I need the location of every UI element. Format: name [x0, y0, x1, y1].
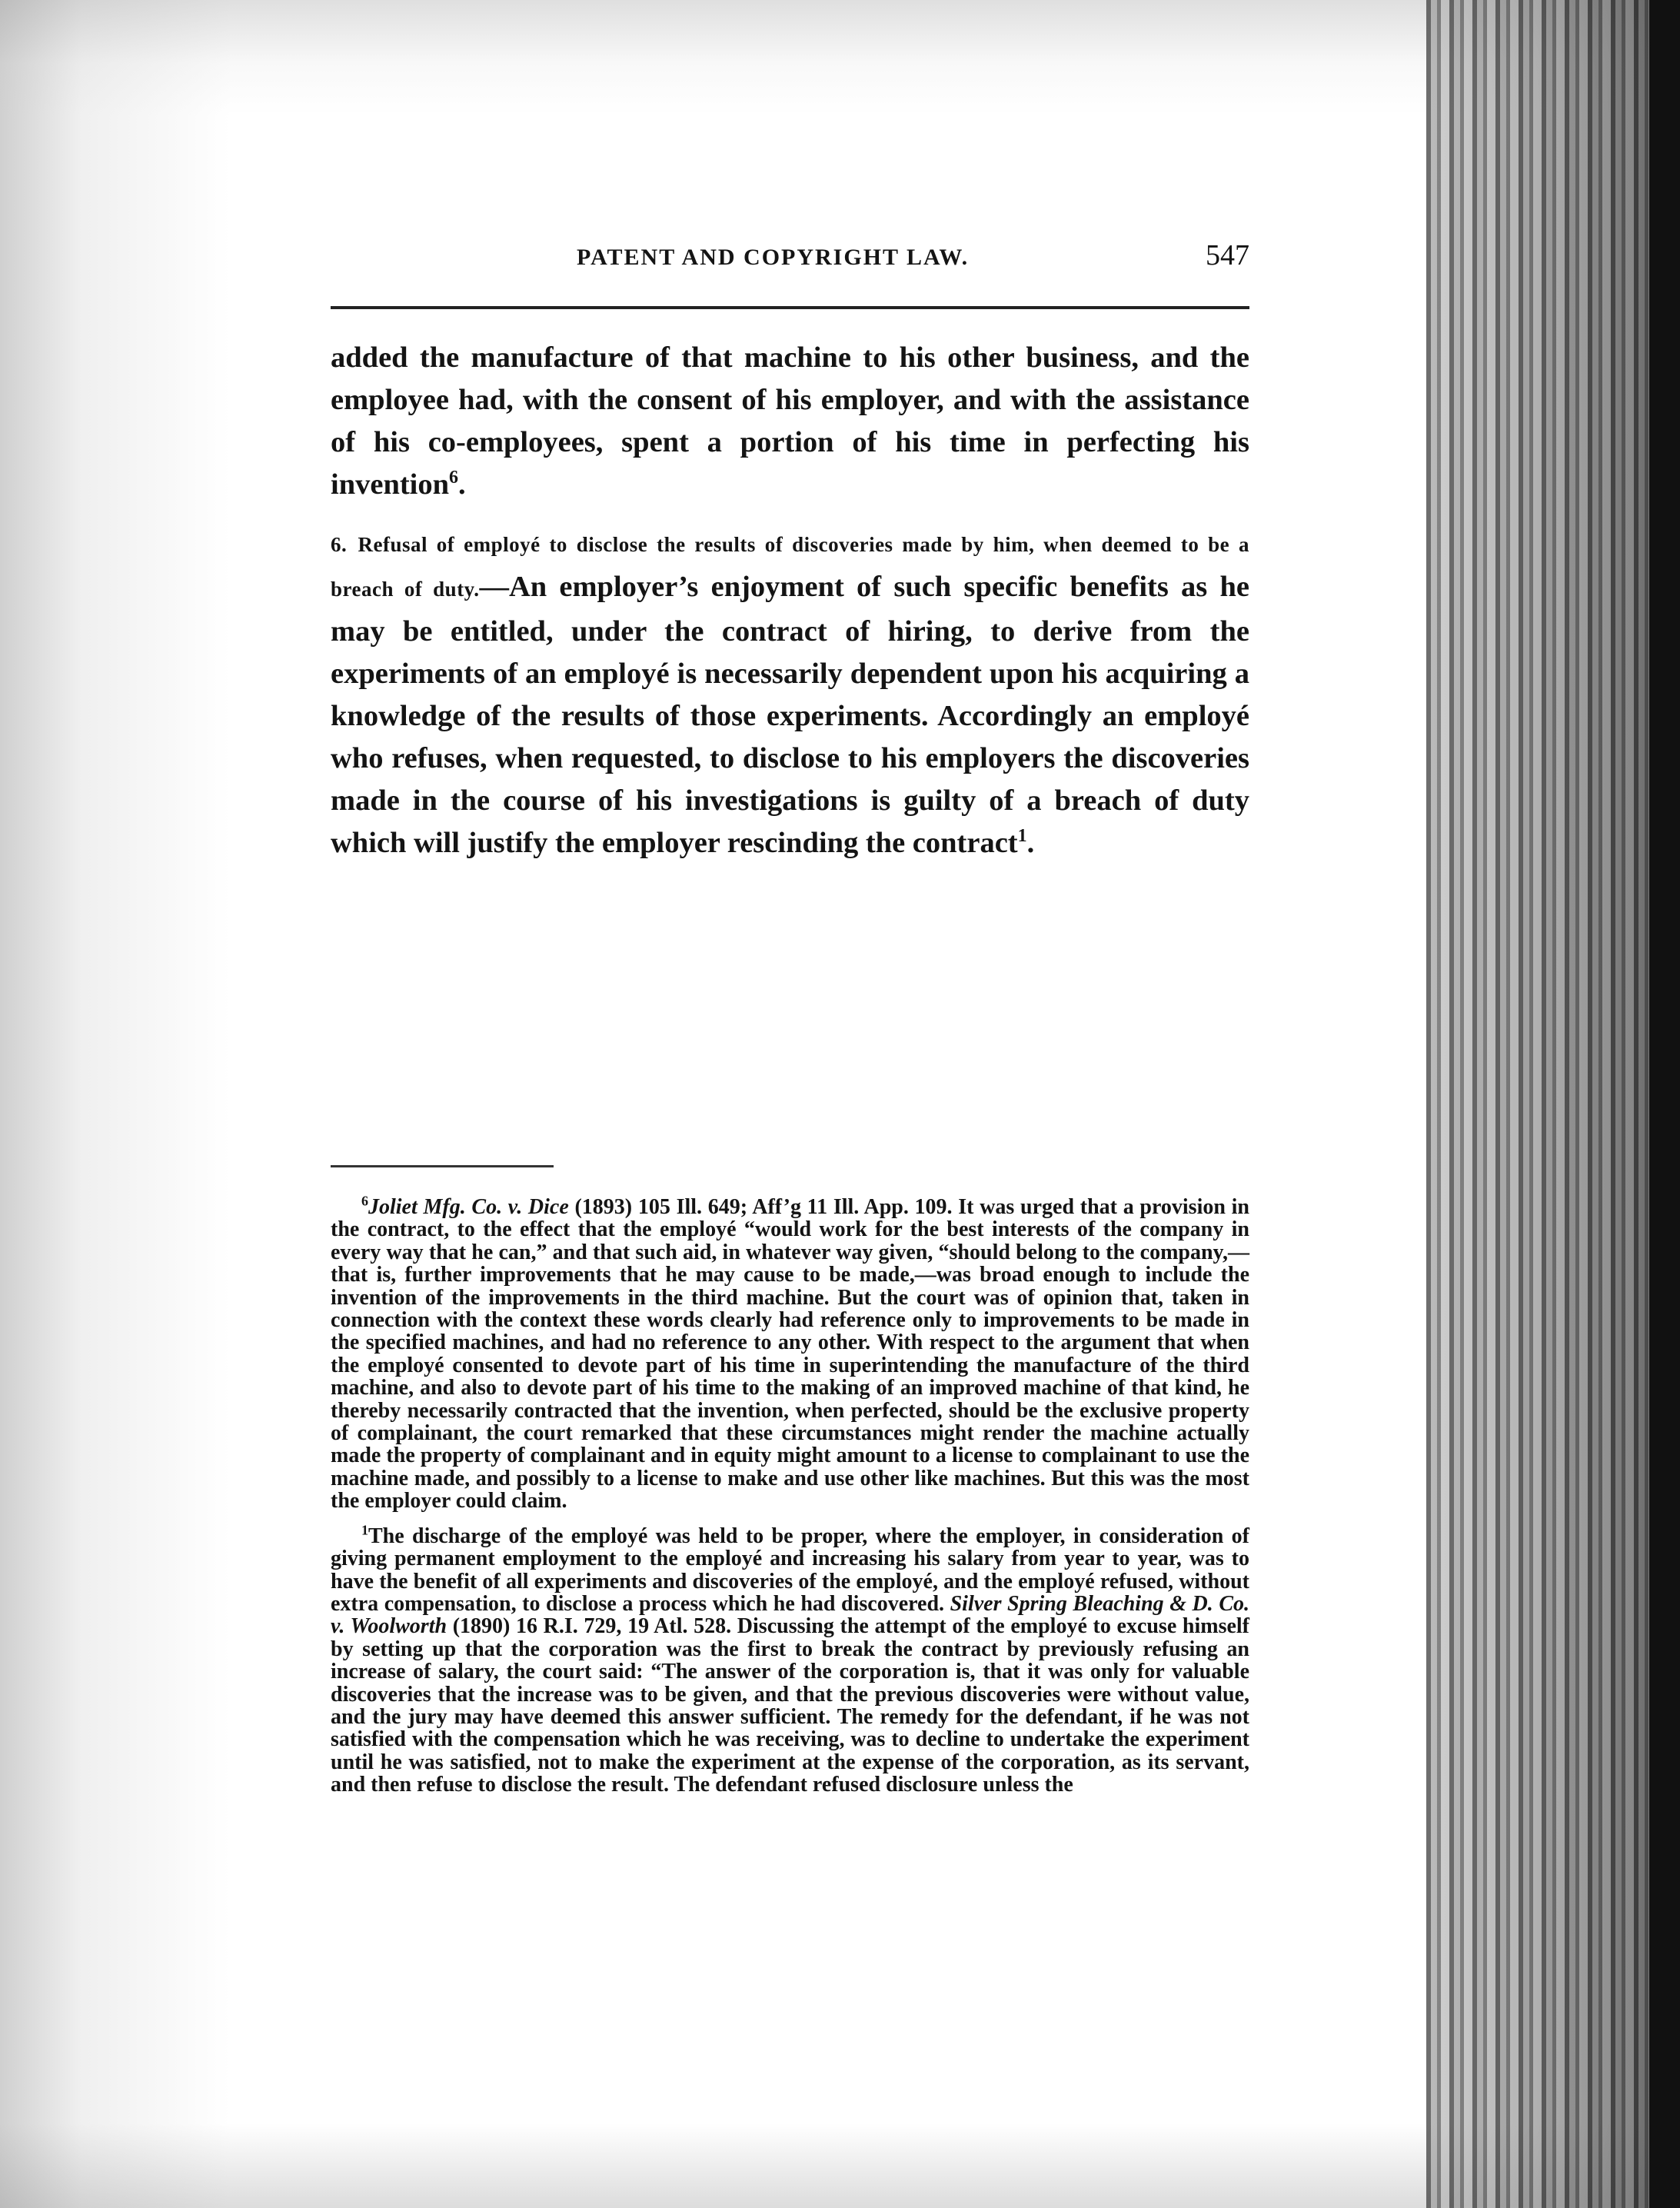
footnote-text: (1893) 105 Ill. 649; Aff’g 11 Ill. App. 109. It was urged that a provision in the contract, to the effect that the employé “would work for the best interests of the company in every way that he can,” and that such aid, in whatever way given, “should belong to the company,—that is, further improvements that he may cause to be made,—was broad enough to include the invention of the improvements in the third machine. But the court was of opinion that, taken in connection with the context these words clearly had reference only to improvements to be made in the specified machines, and had no reference to any other. With respect to the argument that when the employé consented to devote part of his time in superintending the manufacture of the third machine, and also to devote part of his time to the making of an improved machine of that kind, he thereby necessarily contracted that the invention, when perfected, should be the exclusive property of complainant, the court remarked that these circumstances might render the machine actually made the property of complainant and in equity might amount to a license to complainant to use the machine made, and possibly to a license to make and use other like machines. But this was the most the employer could claim.: [331, 1195, 1249, 1514]
footnote-mark: 1: [361, 1522, 368, 1538]
scan-shadow-left: [0, 0, 231, 2208]
book-page: [331, 238, 1250, 1797]
running-head: [331, 238, 1249, 285]
footnote-ref-1: 1: [1017, 826, 1027, 847]
footnote-separator: [331, 1165, 554, 1167]
section-paragraph: 6. Refusal of employé to disclose the results of discoveries made by him, when deemed to be a breach of duty.—An employer’s enjoyment of such specific benefits as he may be entitled, under the contract of hiring, to derive from the experiments of an employé is necessarily dependent upon his acquiring a knowledge of the results of those experiments. Accordingly an employé who refuses, when requested, to disclose to his employers the discoveries made in the course of his investigations is guilty of a breach of duty which will justify the employer rescinding the contract$^1$.: [331, 533, 1249, 859]
paragraph-text: added the manufacture of that machine to his other business, and the employee had, with the consent of his employer, and with the assistance of his co-employees, spent a portion of his time in perfecting his invention: [331, 341, 1249, 501]
section-number: 6.: [331, 533, 348, 556]
book-binding-edge: [1426, 0, 1680, 2208]
body-text: [331, 337, 1249, 864]
header-rule: [331, 306, 1249, 309]
footnote-ref-6: 6: [449, 468, 459, 488]
footnote-1: [331, 1522, 1250, 1797]
footnote-text-continued: (1890) 16 R.I. 729, 19 Atl. 528. Discussing the attempt of the employé to excuse himself by setting up that the corporation was the first to break the contract by previously refusing an increase of salary, the court said: “The answer of the corporation is, that it was only for valuable discoveries that the increase was to be given, and that the previous discoveries were without value, and the jury may have deemed this answer sufficient. The remedy for the defendant, if he was not satisfied with the compensation which he was receiving, was to decline to undertake the experiment until he was satisfied, not to make the experiment at the expense of the corporation, as its servant, and then refuse to disclose the result. The defendant refused disclosure unless the: [331, 1614, 1250, 1797]
running-title: PATENT AND COPYRIGHT LAW.: [577, 245, 970, 270]
footnotes: [331, 1193, 1250, 1797]
section-text: —An employer’s enjoyment of such specific benefits as he may be entitled, under the contract of hiring, to derive from the experiments of an employé is necessarily dependent upon his acquiring a knowledge of the results of those experiments. Accordingly an employé who refuses, when requested, to disclose to his employers the discoveries made in the course of his investigations is guilty of a breach of duty which will justify the employer rescinding the contract: [331, 571, 1249, 859]
page-number: 547: [1206, 239, 1249, 271]
footnote-6: [331, 1193, 1249, 1514]
footnote-text: The discharge of the employé was held to be proper, where the employer, in consideration of giving permanent employment to the employé and increasing his salary from year to year, was to have the benefit of all experiments and discoveries of the employé, and the employé refused, without extra compensation, to disclose a process which he had discovered.: [331, 1524, 1249, 1616]
section-heading: Refusal of employé to disclose the results of discoveries made by him, when deemed to be a breach of duty.: [331, 533, 1249, 601]
case-citation: Silver Spring Bleaching & D. Co. v. Woolworth: [331, 1591, 1249, 1639]
case-citation: Joliet Mfg. Co. v. Dice: [368, 1195, 569, 1219]
footnote-mark: 6: [361, 1193, 368, 1209]
book-binding-dark-edge: [1649, 0, 1680, 2208]
paragraph-continuation: added the manufacture of that machine to his other business, and the employee had, with the consent of his employer, and with the assistance of his co-employees, spent a portion of his time in perfecting his invention$^6$.: [331, 341, 1249, 501]
